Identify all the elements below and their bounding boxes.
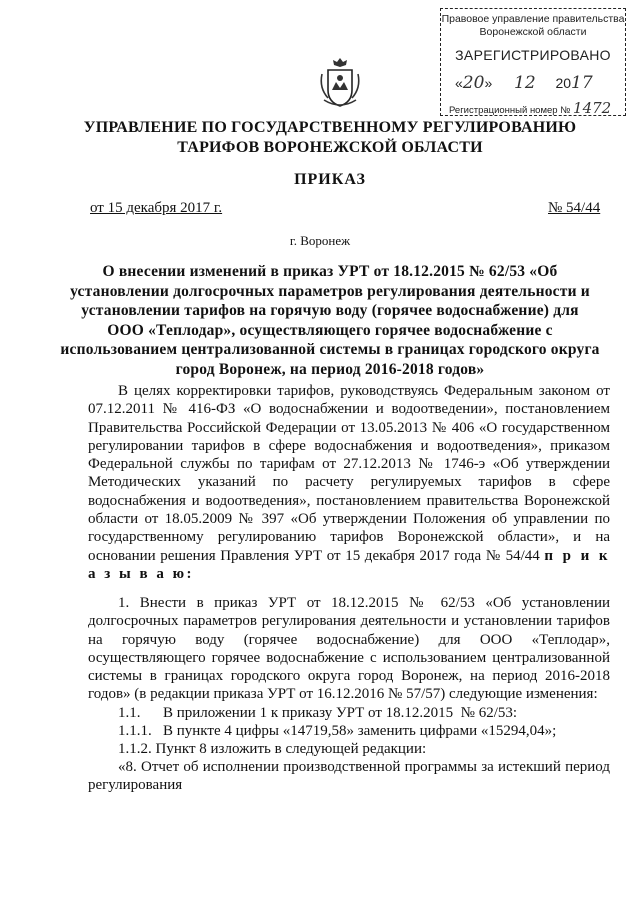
preamble-paragraph bbox=[88, 382, 610, 583]
item-8-paragraph: «8. Отчет об исполнении производственной программы за истекший период регулирования bbox=[88, 759, 610, 794]
stamp-date-year-suffix: 17 bbox=[571, 73, 593, 93]
stamp-date-month: 12 bbox=[514, 73, 536, 93]
order-date: от 15 декабря 2017 г. bbox=[90, 200, 223, 216]
order-subject bbox=[40, 262, 620, 380]
coat-of-arms-emblem bbox=[318, 56, 362, 110]
item-1-1-1: 1.1.1. В пункте 4 цифры «14719,58» заменить цифрами «15294,04»; bbox=[118, 723, 557, 739]
item-1-1-2: 1.1.2. Пункт 8 изложить в следующей редакции: bbox=[118, 741, 427, 757]
stamp-reg-number bbox=[449, 99, 611, 117]
subject-line: установлении тарифов на горячую воду (горячее водоснабжение) для bbox=[81, 302, 579, 320]
stamp-registered-label: ЗАРЕГИСТРИРОВАНО bbox=[455, 47, 611, 63]
stamp-reg-label: Регистрационный номер № bbox=[449, 105, 571, 116]
city: г. Воронеж bbox=[289, 233, 351, 248]
order-word: п р и к а з ы в а ю: bbox=[88, 547, 611, 582]
stamp-org-line-1: Правовое управление правительства bbox=[441, 13, 625, 25]
stamp-date-year-prefix: 20 bbox=[555, 75, 572, 91]
preamble-text: В целях корректировки тарифов, руководствуясь Федеральным законом от 07.12.2011 № 416-ФЗ «О водоснабжении и водоотведении», постановлением Правительства Российской Федерации от 13.05.2013 № 406 «О государственном регулировании тарифов в сфере водоснабжения и водоотведения», приказом Федеральной службы по тарифам от 27.12.2013 № 1746-э «Об утверждении Методических указаний по расчету регулируемых тарифов в сфере водоснабжения и водоотведения», постановлением правительства Воронежской области от 18.05.2009 № 397 «Об утверждении Положения об управлении по государственному регулированию тарифов Воронежской области», и на основании решения Правления УРТ от 15 декабря 2017 года № 54/44 bbox=[88, 383, 610, 564]
document-type: ПРИКАЗ bbox=[294, 171, 366, 188]
agency-name bbox=[40, 118, 620, 158]
agency-name-line-2: ТАРИФОВ ВОРОНЕЖСКОЙ ОБЛАСТИ bbox=[177, 139, 483, 156]
stamp-organization bbox=[441, 13, 625, 39]
stamp-reg-number-value: 1472 bbox=[573, 99, 612, 117]
order-number: № 54/44 bbox=[548, 200, 601, 216]
registration-stamp bbox=[440, 8, 626, 116]
subject-line: установлении долгосрочных параметров регулирования деятельности и bbox=[70, 282, 590, 300]
stamp-date-day: 20 bbox=[462, 73, 485, 93]
subject-line: город Воронеж, на период 2016-2018 годов» bbox=[175, 360, 485, 378]
stamp-org-line-2: Воронежской области bbox=[479, 26, 587, 38]
subject-line: ООО «Теплодар», осуществляющего горячее водоснабжение с bbox=[107, 321, 553, 339]
subject-line: О внесении изменений в приказ УРТ от 18.12.2015 № 62/53 «Об bbox=[102, 263, 558, 280]
item-1-1: 1.1. В приложении 1 к приказу УРТ от 18.12.2015 № 62/53: bbox=[118, 705, 518, 721]
item-1-paragraph: 1. Внести в приказ УРТ от 18.12.2015 № 62/53 «Об установлении долгосрочных параметров регулирования деятельности и установлении тарифов на горячую воду (горячее водоснабжение) для ООО «Теплодар», осуществляющего горячее водоснабжение с использованием централизованной системы в границах городского округа город Воронеж, на период 2016-2018 годов» (в редакции приказа УРТ от 16.12.2016 № 57/57) следующие изменения: bbox=[88, 595, 610, 703]
agency-name-line-1: УПРАВЛЕНИЕ ПО ГОСУДАРСТВЕННОМУ РЕГУЛИРОВАНИЮ bbox=[83, 119, 577, 136]
subject-line: использованием централизованной системы в границах городского округа bbox=[60, 341, 600, 359]
stamp-date: «20» 12 2017 bbox=[455, 73, 593, 93]
